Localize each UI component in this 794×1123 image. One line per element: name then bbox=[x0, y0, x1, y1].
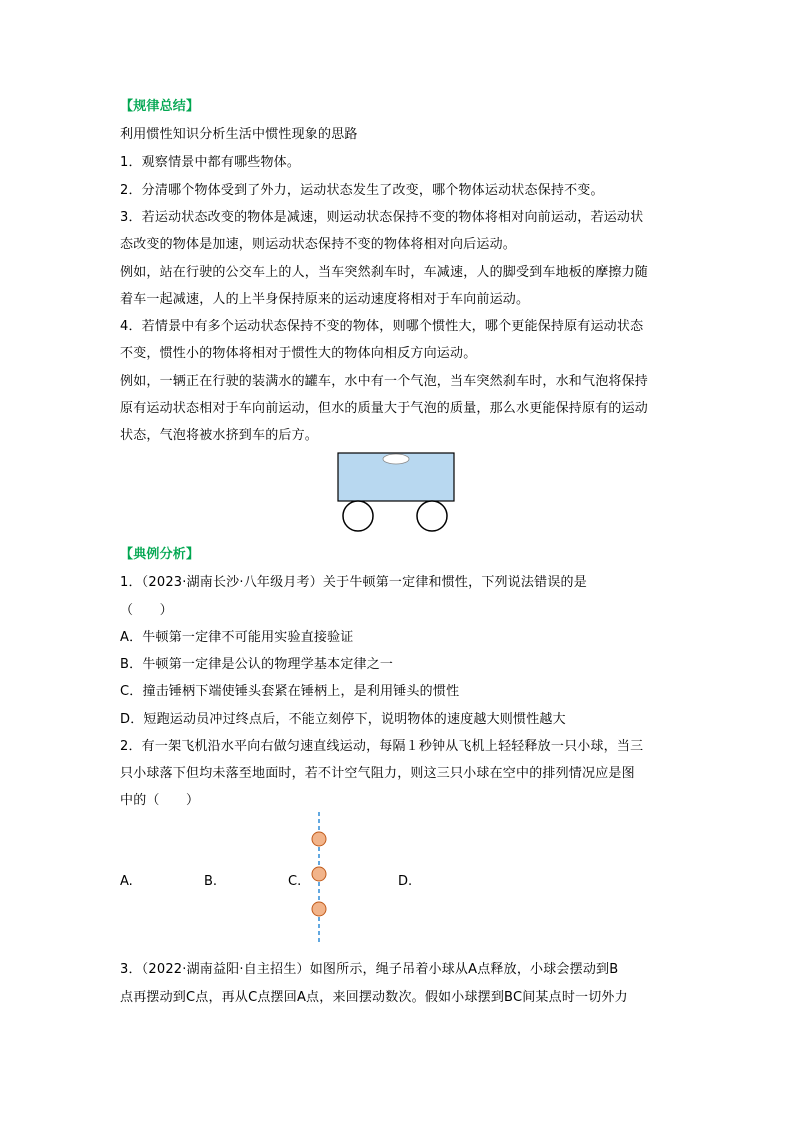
ball-bottom bbox=[312, 902, 326, 916]
example-2-line2: 原有运动状态相对于车向前运动，但水的质量大于气泡的质量，那么水更能保持原有的运动 bbox=[120, 401, 649, 416]
q1-answer-blank: （ ） bbox=[120, 603, 173, 618]
summary-point-4-line2: 不变，惯性小的物体将相对于惯性大的物体向相反方向运动。 bbox=[120, 346, 477, 361]
summary-point-2: 2．分清哪个物体受到了外力，运动状态发生了改变，哪个物体运动状态保持不变。 bbox=[120, 183, 604, 198]
rule-summary-intro: 利用惯性知识分析生活中惯性现象的思路 bbox=[120, 127, 358, 142]
summary-point-1: 1．观察情景中都有哪些物体。 bbox=[120, 155, 301, 170]
example-analysis-heading: 【典例分析】 bbox=[120, 547, 200, 562]
summary-point-3-line1: 3．若运动状态改变的物体是减速，则运动状态保持不变的物体将相对向前运动，若运动状 bbox=[120, 210, 644, 225]
q1-option-d: D．短跑运动员冲过终点后，不能立刻停下，说明物体的速度越大则惯性越大 bbox=[120, 712, 566, 727]
example-1-line2: 着车一起减速，人的上半身保持原来的运动速度将相对于车向前运动。 bbox=[120, 292, 530, 307]
ball-middle bbox=[312, 867, 326, 881]
example-1-line1: 例如，站在行驶的公交车上的人，当车突然刹车时，车减速，人的脚受到车地板的摩擦力随 bbox=[120, 265, 649, 280]
example-2-line1: 例如，一辆正在行驶的装满水的罐车，水中有一个气泡，当车突然刹车时，水和气泡将保持 bbox=[120, 374, 649, 389]
q1-option-b: B．牛顿第一定律是公认的物理学基本定律之一 bbox=[120, 657, 394, 672]
ball-top bbox=[312, 832, 326, 846]
q1-stem: 1．（2023·湖南长沙·八年级月考）关于牛顿第一定律和惯性，下列说法错误的是 bbox=[120, 575, 587, 590]
q3-stem-line2: 点再摆动到C点，再从C点摆回A点，来回摆动数次。假如小球摆到BC间某点时一切外力 bbox=[120, 990, 628, 1005]
q3-stem-line1: 3．（2022·湖南益阳·自主招生）如图所示，绳子吊着小球从A点释放，小球会摆动到B bbox=[120, 962, 619, 977]
q2-stem-line1: 2．有一架飞机沿水平向右做匀速直线运动，每隔１秒钟从飞机上轻轻释放一只小球，当三 bbox=[120, 739, 644, 754]
q2-stem-line2: 只小球落下但均未落至地面时，若不计空气阻力，则这三只小球在空中的排列情况应是图 bbox=[120, 766, 635, 781]
rule-summary-heading: 【规律总结】 bbox=[120, 99, 200, 114]
summary-point-3-line2: 态改变的物体是加速，则运动状态保持不变的物体将相对向后运动。 bbox=[120, 237, 517, 252]
q1-option-a: A．牛顿第一定律不可能用实验直接验证 bbox=[120, 630, 354, 645]
front-wheel bbox=[417, 501, 447, 531]
air-bubble bbox=[383, 454, 409, 464]
q2-option-b: B. bbox=[204, 874, 218, 889]
summary-point-4-line1: 4．若情景中有多个运动状态保持不变的物体，则哪个惯性大，哪个更能保持原有运动状态 bbox=[120, 319, 644, 334]
rear-wheel bbox=[343, 501, 373, 531]
example-2-line3: 状态，气泡将被水挤到车的后方。 bbox=[120, 428, 319, 443]
q2-option-a: A. bbox=[120, 874, 133, 889]
option-c-figure bbox=[306, 812, 332, 944]
q2-stem-line3: 中的（ ） bbox=[120, 793, 200, 808]
tank-truck-figure bbox=[334, 448, 460, 534]
q2-option-c: C. bbox=[288, 874, 302, 889]
q2-option-d: D. bbox=[398, 874, 413, 889]
q1-option-c: C．撞击锤柄下端使锤头套紧在锤柄上，是利用锤头的惯性 bbox=[120, 684, 460, 699]
